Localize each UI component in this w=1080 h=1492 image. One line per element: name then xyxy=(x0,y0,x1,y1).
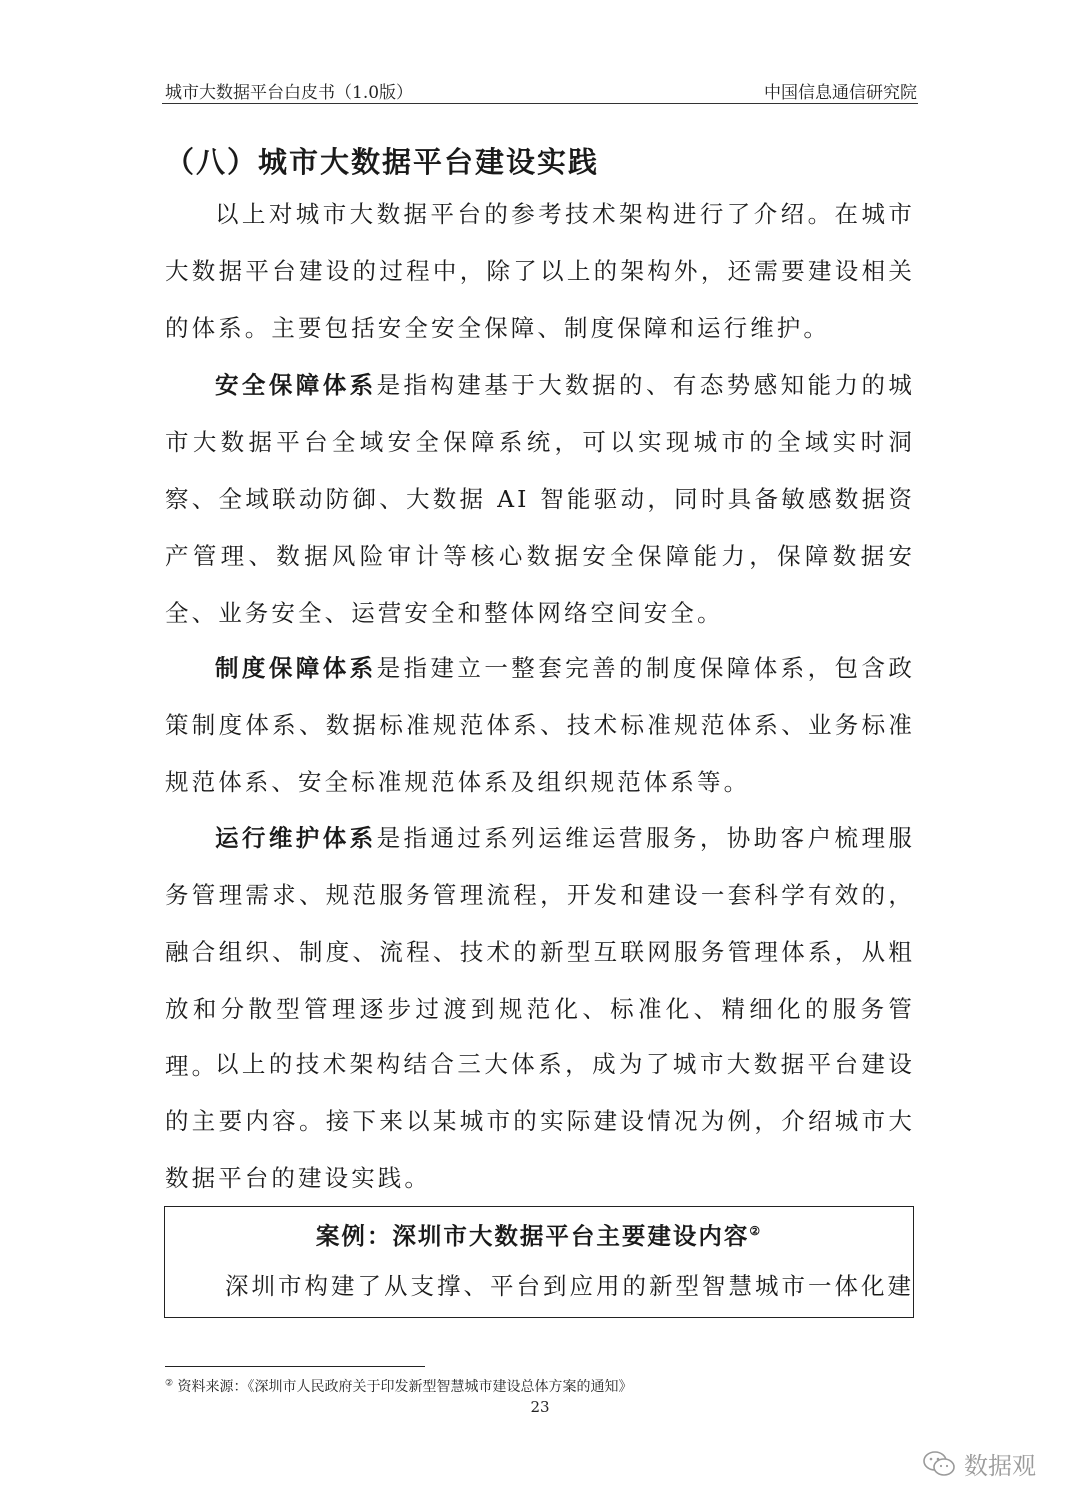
paragraph-operation-text: 是指通过系列运维运营服务，协助客户梳理服务管理需求、规范服务管理流程，开发和建设一套科学有效的，融合组织、制度、流程、技术的新型互联网服务管理体系，从粗放和分散型管理逐步过渡到规范化、标准化、精细化的服务管理。 xyxy=(165,824,916,1080)
paragraph-intro-text: 以上对城市大数据平台的参考技术架构进行了介绍。在城市大数据平台建设的过程中，除了以上的架构外，还需要建设相关的体系。主要包括安全安全保障、制度保障和运行维护。 xyxy=(165,200,915,342)
paragraph-security xyxy=(165,357,915,642)
footnote-divider xyxy=(165,1366,425,1367)
header-organization: 中国信息通信研究院 xyxy=(764,83,917,103)
case-footnote-mark[interactable]: ② xyxy=(749,1224,763,1239)
page-number: 23 xyxy=(530,1398,550,1416)
term-operation-system: 运行维护体系 xyxy=(215,824,377,852)
footnote-mark: ② xyxy=(165,1378,174,1389)
paragraph-conclusion xyxy=(165,1036,915,1207)
footnote-text: 资料来源：《深圳市人民政府关于印发新型智慧城市建设总体方案的通知》 xyxy=(177,1379,633,1395)
case-box xyxy=(164,1206,914,1318)
footnote xyxy=(165,1376,633,1396)
term-institution-system: 制度保障体系 xyxy=(215,654,377,682)
paragraph-intro xyxy=(165,186,915,357)
case-body: 深圳市构建了从支撑、平台到应用的新型智慧城市一体化建 xyxy=(225,1272,914,1300)
wechat-icon xyxy=(922,1450,956,1478)
section-heading: （八）城市大数据平台建设实践 xyxy=(165,145,600,179)
paragraph-conclusion-text: 以上的技术架构结合三大体系，成为了城市大数据平台建设的主要内容。接下来以某城市的实际建设情况为例，介绍城市大数据平台的建设实践。 xyxy=(165,1050,915,1192)
watermark xyxy=(922,1446,1036,1481)
watermark-text: 数据观 xyxy=(964,1452,1036,1480)
paragraph-institution-text: 是指建立一整套完善的制度保障体系，包含政策制度体系、数据标准规范体系、技术标准规范体系、业务标准规范体系、安全标准规范体系及组织规范体系等。 xyxy=(165,654,916,796)
header-divider xyxy=(162,103,918,104)
paragraph-institution xyxy=(165,640,915,811)
case-title-text: 案例：深圳市大数据平台主要建设内容 xyxy=(315,1222,750,1250)
case-title xyxy=(165,1217,913,1251)
header-title: 城市大数据平台白皮书（1.0版） xyxy=(165,83,414,103)
paragraph-security-text: 是指构建基于大数据的、有态势感知能力的城市大数据平台全域安全保障系统，可以实现城市的全域实时洞察、全域联动防御、大数据 AI 智能驱动，同时具备敏感数据资产管理、数据风险审计等核心数据安全保障能力，保障数据安全、业务安全、运营安全和整体网络空间安全。 xyxy=(165,371,916,627)
term-security-system: 安全保障体系 xyxy=(215,371,377,399)
